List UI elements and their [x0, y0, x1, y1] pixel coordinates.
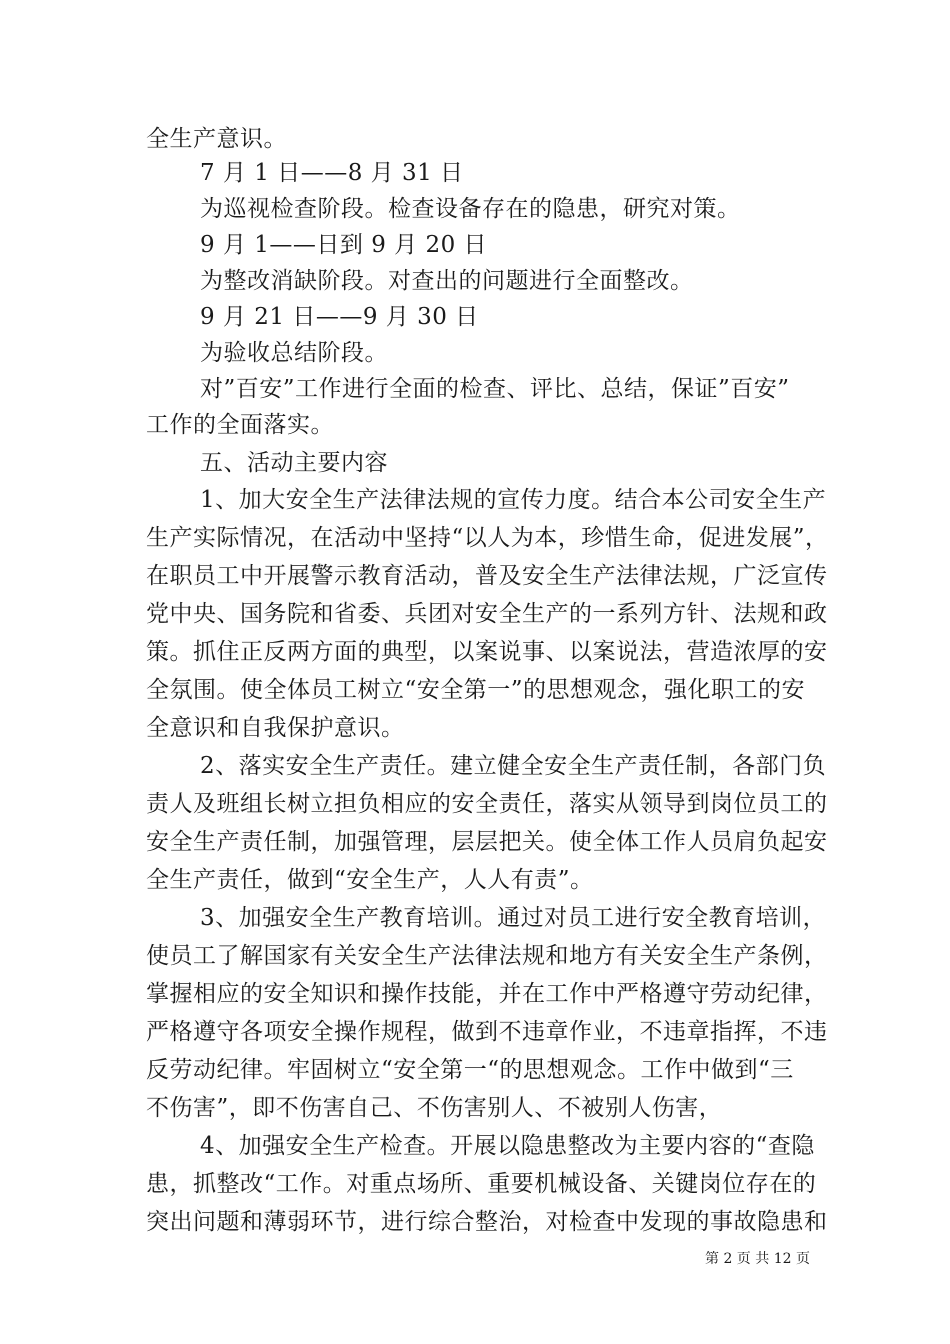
- page-footer: 第 2 页 共 12 页: [705, 1251, 810, 1267]
- text-line: 4、加强安全生产检查。开展以隐患整改为主要内容的“查隐: [200, 1133, 815, 1159]
- text-line: 9 月 21 日——9 月 30 日: [200, 304, 479, 330]
- text-line: 严格遵守各项安全操作规程，做到不违章作业，不违章指挥，不违: [146, 1019, 828, 1045]
- text-line: 对”百安”工作进行全面的检查、评比、总结，保证”百安”: [200, 376, 790, 402]
- text-line: 7 月 1 日——8 月 31 日: [200, 160, 464, 186]
- text-line: 为验收总结阶段。: [200, 340, 388, 366]
- text-line: 不伤害”，即不伤害自己、不伤害别人、不被别人伤害，: [146, 1095, 723, 1121]
- text-line: 党中央、国务院和省委、兵团对安全生产的一系列方针、法规和政: [146, 601, 828, 627]
- text-line: 全氛围。使全体员工树立“安全第一”的思想观念，强化职工的安: [146, 677, 806, 703]
- text-line: 1、加大安全生产法律法规的宣传力度。结合本公司安全生产: [200, 487, 827, 513]
- text-line: 安全生产责任制，加强管理，层层把关。使全体工作人员肩负起安: [146, 829, 828, 855]
- text-line: 全生产责任，做到“安全生产，人人有责”。: [146, 867, 594, 893]
- text-line: 在职员工中开展警示教育活动，普及安全生产法律法规，广泛宣传: [146, 563, 828, 589]
- text-line: 使员工了解国家有关安全生产法律法规和地方有关安全生产条例，: [146, 943, 828, 969]
- text-line: 掌握相应的安全知识和操作技能，并在工作中严格遵守劳动纪律，: [146, 981, 828, 1007]
- text-line: 生产实际情况，在活动中坚持“以人为本，珍惜生命，促进发展”，: [146, 525, 829, 551]
- text-line: 患，抓整改“工作。对重点场所、重要机械设备、关键岗位存在的: [146, 1171, 817, 1197]
- text-line: 责人及班组长树立担负相应的安全责任，落实从领导到岗位员工的: [146, 791, 828, 817]
- text-line: 反劳动纪律。牢固树立“安全第一“的思想观念。工作中做到“三: [146, 1057, 794, 1083]
- text-line: 突出问题和薄弱环节，进行综合整治，对检查中发现的事故隐患和: [146, 1209, 828, 1235]
- text-line: 为整改消缺阶段。对查出的问题进行全面整改。: [200, 268, 694, 294]
- section-heading: 五、活动主要内容: [200, 450, 388, 476]
- text-line: 9 月 1——日到 9 月 20 日: [200, 232, 488, 258]
- text-line: 工作的全面落实。: [146, 412, 334, 438]
- text-line: 2、落实安全生产责任。建立健全安全生产责任制，各部门负: [200, 753, 827, 779]
- text-line: 策。抓住正反两方面的典型，以案说事、以案说法，营造浓厚的安: [146, 639, 828, 665]
- text-line: 全意识和自我保护意识。: [146, 715, 405, 741]
- text-line: 3、加强安全生产教育培训。通过对员工进行安全教育培训，: [200, 905, 827, 931]
- text-line: 全生产意识。: [146, 126, 287, 152]
- text-line: 为巡视检查阶段。检查设备存在的隐患，研究对策。: [200, 196, 741, 222]
